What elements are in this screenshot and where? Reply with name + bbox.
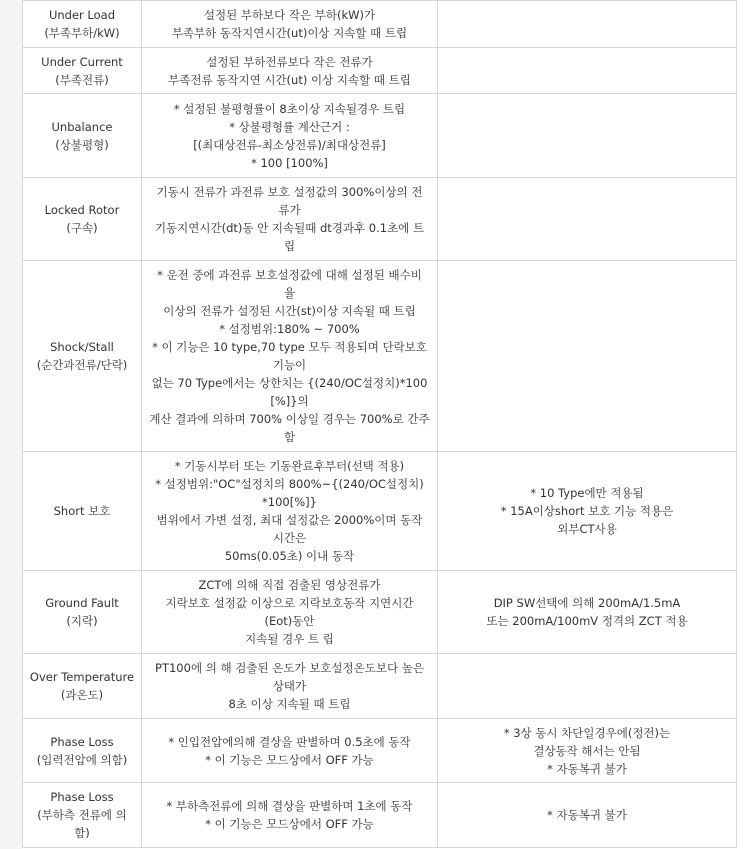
function-name-line: (상불평형) (55, 137, 109, 152)
table-row (23, 571, 737, 654)
description-line: ZCT에 의해 직접 검출된 영상전류가 (198, 578, 381, 592)
function-name-line: (입력전압에 의함) (36, 752, 128, 767)
description-line: 50ms(0.05초) 이내 동작 (224, 549, 355, 563)
description-line: * 기동시부터 또는 기동완료후부터(선택 적용) (174, 459, 405, 473)
function-name-line: Locked Rotor (44, 203, 120, 217)
function-name-cell (23, 452, 142, 571)
description-line: 시간은 (272, 531, 307, 545)
function-name-line: Unbalance (51, 119, 113, 134)
function-name-cell (23, 719, 142, 783)
description-cell (142, 178, 438, 261)
function-name-line: Under Load (48, 8, 116, 22)
description-line: * 이 기능은 모드상에서 OFF 가능 (205, 817, 374, 831)
function-name-line: (과온도) (60, 688, 104, 702)
description-line: 기능이 (272, 358, 307, 372)
description-line: 부족전류 동작지연 시간(ut) 이상 지속할 때 트립 (168, 72, 411, 87)
description-line: 8초 이상 지속될 때 트립 (228, 697, 351, 711)
function-name-line: Under Current (41, 54, 123, 69)
description-cell (142, 94, 438, 178)
description-line: 부족부하 동작지연시간(ut)이상 지속할 때 트립 (171, 26, 408, 40)
function-name-cell (23, 1, 142, 48)
description-line: *100[%]} (262, 495, 317, 509)
description-line: 기동시 전류가 과전류 보호 설정값의 300%이상의 전 (156, 185, 423, 199)
description-line: * 부하측전류에 의해 결상을 판별하며 1초에 동작 (166, 799, 413, 813)
description-cell (142, 571, 438, 654)
description-line: * 100 [100%] (251, 155, 328, 170)
protection-spec-table (22, 0, 737, 848)
note-cell (438, 178, 737, 261)
note-line: * 자동복귀 불가 (547, 808, 627, 822)
description-line: 립 (283, 239, 296, 253)
description-line: [%]}의 (270, 394, 309, 408)
function-name-line: Shock/Stall (50, 340, 114, 354)
function-name-cell (23, 783, 142, 848)
description-line: * 상불평형률 계산근거 : (229, 119, 350, 134)
table-row (23, 654, 737, 719)
description-cell (142, 452, 438, 571)
description-line: 율 (283, 286, 296, 300)
note-line: * 10 Type에만 적용됨 (530, 486, 644, 500)
function-name-cell (23, 94, 142, 178)
description-line: 기동지연시간(dt)동 안 지속될때 dt경과후 0.1초에 트 (154, 221, 425, 235)
function-name-line: Short 보호 (53, 504, 111, 518)
function-name-line: (지락) (66, 614, 98, 628)
description-line: * 이 기능은 10 type,70 type 모두 적용되며 단락보호 (152, 340, 427, 354)
note-line: * 자동복귀 불가 (547, 761, 627, 776)
description-cell (142, 48, 438, 94)
note-line: 결상동작 해서는 안됨 (533, 743, 641, 758)
note-cell (438, 1, 737, 48)
description-line: (Eot)동안 (264, 614, 315, 628)
description-line: 함 (283, 430, 296, 444)
description-line: 이상의 전류가 설정된 시간(st)이상 지속될 때 트립 (163, 304, 416, 318)
description-line: 계산 결과에 의하며 700% 이상일 경우는 700%로 간주 (149, 412, 430, 426)
function-name-line: (순간과전류/단락) (36, 358, 128, 372)
function-name-cell (23, 261, 142, 452)
function-name-line: Phase Loss (50, 790, 114, 804)
note-cell (438, 571, 737, 654)
function-name-line: (구속) (66, 221, 98, 235)
description-line: 상태가 (272, 679, 307, 693)
note-line: * 3상 동시 차단일경우에(정전)는 (503, 725, 671, 740)
function-name-cell (23, 654, 142, 719)
note-cell (438, 719, 737, 783)
note-line: 또는 200mA/100mV 정격의 ZCT 적용 (486, 614, 688, 628)
table-row (23, 178, 737, 261)
description-cell (142, 1, 438, 48)
description-line: * 운전 중에 과전류 보호설정값에 대해 설정된 배수비 (157, 268, 422, 282)
note-line: 외부CT사용 (557, 522, 617, 536)
function-name-cell (23, 571, 142, 654)
description-line: * 설정범위:"OC"설정치의 800%~{(240/OC설정치) (155, 477, 424, 491)
description-line: 범위에서 가변 설정, 최대 설정값은 2000%이며 동작 (156, 513, 423, 527)
function-name-line: Phase Loss (50, 734, 114, 749)
note-cell (438, 48, 737, 94)
function-name-line: Ground Fault (45, 596, 119, 610)
function-name-line: Over Temperature (29, 670, 135, 684)
note-cell (438, 94, 737, 178)
table-row (23, 261, 737, 452)
note-line: * 15A이상short 보호 기능 적용은 (500, 504, 674, 518)
description-cell (142, 654, 438, 719)
description-cell (142, 719, 438, 783)
description-line: 설정된 부하전류보다 작은 전류가 (206, 54, 373, 69)
note-cell (438, 783, 737, 848)
function-name-line: (부족부하/kW) (44, 26, 120, 40)
function-name-line: (부하측 전류에 의 (37, 808, 127, 822)
description-cell (142, 261, 438, 452)
table-row (23, 48, 737, 94)
table-row (23, 783, 737, 848)
table-row (23, 1, 737, 48)
function-name-cell (23, 48, 142, 94)
function-name-line: (부족전류) (55, 72, 109, 87)
table-row (23, 94, 737, 178)
description-line: 없는 70 Type에서는 상한치는 {(240/OC설정치)*100 (151, 376, 428, 390)
description-line: * 설정된 불평형률이 8초이상 지속될경우 트립 (173, 101, 406, 116)
description-cell (142, 783, 438, 848)
function-name-cell (23, 178, 142, 261)
description-line: 류가 (278, 203, 301, 217)
table-row (23, 719, 737, 783)
description-line: * 설정범위:180% ~ 700% (219, 322, 360, 336)
description-line: * 이 기능은 모드상에서 OFF 가능 (205, 752, 374, 767)
description-line: 설정된 부하보다 작은 부하(kW)가 (203, 8, 376, 22)
function-name-line: 함) (74, 826, 90, 840)
description-line: 지속될 경우 트 립 (245, 632, 334, 646)
description-line: * 인입전압에의해 결상을 판별하며 0.5초에 동작 (168, 734, 411, 749)
note-cell (438, 261, 737, 452)
description-line: PT100에 의 해 검출된 온도가 보호설정온도보다 높은 (155, 661, 424, 675)
table-row (23, 452, 737, 571)
description-line: [(최대상전류-최소상전류)/최대상전류] (193, 137, 386, 152)
description-line: 지락보호 설정값 이상으로 지락보호동작 지연시간 (165, 596, 414, 610)
note-cell (438, 654, 737, 719)
note-line: DIP SW선택에 의해 200mA/1.5mA (493, 596, 681, 610)
page-left-strip (0, 0, 22, 849)
note-cell (438, 452, 737, 571)
